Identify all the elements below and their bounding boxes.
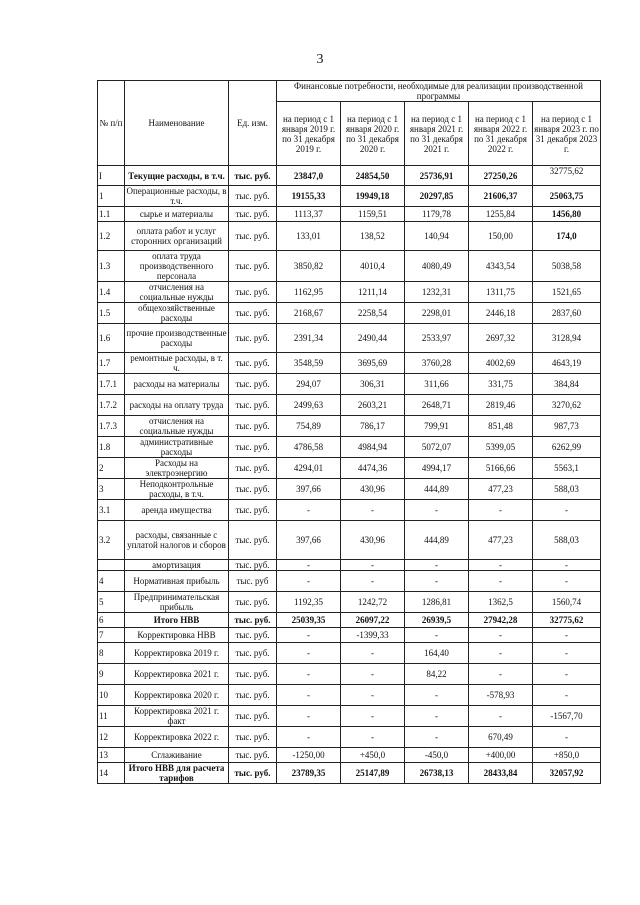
row-num: I xyxy=(98,166,125,186)
row-value: 5038,58 xyxy=(533,251,601,282)
row-value: 670,49 xyxy=(469,727,533,748)
row-value: 20297,85 xyxy=(405,186,469,207)
row-value: 23789,35 xyxy=(277,763,341,784)
row-value: 2603,21 xyxy=(341,395,405,416)
row-value: 140,94 xyxy=(405,222,469,251)
row-num: 1.3 xyxy=(98,251,125,282)
header-period: на период с 1 января 2021 г. по 31 декабря 2021 г. xyxy=(405,102,469,166)
row-value: 25736,91 xyxy=(405,166,469,186)
row-name: Текущие расходы, в т.ч. xyxy=(125,166,229,186)
row-value: 4010,4 xyxy=(341,251,405,282)
row-num xyxy=(98,560,125,571)
row-value: -1399,33 xyxy=(341,628,405,643)
row-value: 4343,54 xyxy=(469,251,533,282)
row-unit: тыс. руб. xyxy=(229,458,277,479)
row-unit: тыс. руб. xyxy=(229,282,277,303)
table-row xyxy=(98,186,601,207)
row-value: 4994,17 xyxy=(405,458,469,479)
table-row xyxy=(98,571,601,592)
row-value: 5166,66 xyxy=(469,458,533,479)
row-value: 1242,72 xyxy=(341,592,405,613)
row-name: Корректировка 2022 г. xyxy=(125,727,229,748)
row-name: расходы, связанные с уплатой налогов и сборов xyxy=(125,521,229,560)
row-value: 2391,34 xyxy=(277,324,341,353)
table-row xyxy=(98,685,601,706)
row-value: 25039,35 xyxy=(277,613,341,628)
row-num: 3.2 xyxy=(98,521,125,560)
row-value: +450,0 xyxy=(341,748,405,763)
row-value: - xyxy=(469,571,533,592)
row-num: 11 xyxy=(98,706,125,727)
row-value: 851,48 xyxy=(469,416,533,437)
row-num: 1.7.2 xyxy=(98,395,125,416)
row-unit: тыс. руб. xyxy=(229,186,277,207)
row-name: оплата труда производственного персонала xyxy=(125,251,229,282)
row-value: 3128,94 xyxy=(533,324,601,353)
row-value: - xyxy=(469,560,533,571)
row-value: 32775,62 xyxy=(533,613,601,628)
row-value: 26738,13 xyxy=(405,763,469,784)
row-num: 1 xyxy=(98,186,125,207)
row-value: -1567,70 xyxy=(533,706,601,727)
row-unit: тыс. руб. xyxy=(229,521,277,560)
row-name: Корректировка 2020 г. xyxy=(125,685,229,706)
row-value: 28433,84 xyxy=(469,763,533,784)
table-row xyxy=(98,763,601,784)
row-value: 1179,78 xyxy=(405,207,469,222)
row-value: 786,17 xyxy=(341,416,405,437)
row-value: 19949,18 xyxy=(341,186,405,207)
row-name: расходы на оплату труда xyxy=(125,395,229,416)
row-value: 799,91 xyxy=(405,416,469,437)
row-value: 26097,22 xyxy=(341,613,405,628)
row-value: - xyxy=(469,628,533,643)
row-unit: тыс. руб. xyxy=(229,643,277,664)
row-value: 2168,67 xyxy=(277,303,341,324)
row-num: 4 xyxy=(98,571,125,592)
row-value: 430,96 xyxy=(341,479,405,500)
row-value: 2819,46 xyxy=(469,395,533,416)
row-value: -578,93 xyxy=(469,685,533,706)
header-period: на период с 1 января 2022 г. по 31 декабря 2022 г. xyxy=(469,102,533,166)
row-value: 2446,18 xyxy=(469,303,533,324)
row-value: - xyxy=(277,560,341,571)
row-value: 5563,1 xyxy=(533,458,601,479)
row-value: - xyxy=(405,706,469,727)
row-value: 430,96 xyxy=(341,521,405,560)
table-row xyxy=(98,500,601,521)
row-value: 27942,28 xyxy=(469,613,533,628)
row-value: 32775,62 xyxy=(533,166,601,186)
row-value: 19155,33 xyxy=(277,186,341,207)
row-unit: тыс. руб. xyxy=(229,416,277,437)
row-value: 987,73 xyxy=(533,416,601,437)
row-value: 306,31 xyxy=(341,374,405,395)
row-value: 26939,5 xyxy=(405,613,469,628)
row-name: отчисления на социальные нужды xyxy=(125,416,229,437)
table-row xyxy=(98,395,601,416)
table-row xyxy=(98,353,601,374)
table-row xyxy=(98,706,601,727)
row-value: 1311,75 xyxy=(469,282,533,303)
row-num: 1.1 xyxy=(98,207,125,222)
row-unit: тыс. руб. xyxy=(229,324,277,353)
row-value: - xyxy=(469,664,533,685)
row-value: 477,23 xyxy=(469,521,533,560)
row-value: - xyxy=(533,560,601,571)
row-value: +850,0 xyxy=(533,748,601,763)
row-value: - xyxy=(341,727,405,748)
row-name: Корректировка НВВ xyxy=(125,628,229,643)
row-name: амортизация xyxy=(125,560,229,571)
row-name: Сглаживание xyxy=(125,748,229,763)
row-value: 1362,5 xyxy=(469,592,533,613)
table-row xyxy=(98,592,601,613)
row-num: 9 xyxy=(98,664,125,685)
row-value: 2258,54 xyxy=(341,303,405,324)
row-value: - xyxy=(405,628,469,643)
row-name: Итого НВВ для расчета тарифов xyxy=(125,763,229,784)
row-value: - xyxy=(341,560,405,571)
table-row xyxy=(98,643,601,664)
row-value: 294,07 xyxy=(277,374,341,395)
row-name: оплата работ и услуг сторонних организаций xyxy=(125,222,229,251)
row-name: Расходы на электроэнергию xyxy=(125,458,229,479)
table-row xyxy=(98,437,601,458)
row-value: +400,00 xyxy=(469,748,533,763)
row-name: Операционные расходы, в т.ч. xyxy=(126,186,227,206)
row-num: 1.2 xyxy=(98,222,125,251)
row-value: 331,75 xyxy=(469,374,533,395)
row-value: 1162,95 xyxy=(277,282,341,303)
row-value: - xyxy=(533,571,601,592)
table-row xyxy=(98,628,601,643)
row-value: 25063,75 xyxy=(533,186,601,207)
row-num: 13 xyxy=(98,748,125,763)
row-name: Предпринимательская прибыль xyxy=(125,592,229,613)
row-unit: тыс. руб. xyxy=(229,353,277,374)
row-value: - xyxy=(533,643,601,664)
table-row xyxy=(98,207,601,222)
row-unit: тыс. руб xyxy=(229,571,277,592)
row-unit: тыс. руб. xyxy=(229,166,277,186)
row-value: - xyxy=(405,685,469,706)
row-unit: тыс. руб. xyxy=(229,395,277,416)
row-name: прочие производственные расходы xyxy=(125,324,229,353)
row-value: - xyxy=(405,727,469,748)
row-value: 444,89 xyxy=(405,479,469,500)
header-unit: Ед. изм. xyxy=(229,81,277,166)
row-value: 311,66 xyxy=(405,374,469,395)
row-value: 1255,84 xyxy=(469,207,533,222)
row-value: 2499,63 xyxy=(277,395,341,416)
row-value: 164,40 xyxy=(405,643,469,664)
row-value: 384,84 xyxy=(533,374,601,395)
row-value: - xyxy=(277,727,341,748)
row-unit: тыс. руб. xyxy=(229,222,277,251)
row-name: ремонтные расходы, в т. ч. xyxy=(125,353,229,374)
row-value: - xyxy=(469,706,533,727)
row-value: 1113,37 xyxy=(277,207,341,222)
table-row xyxy=(98,251,601,282)
row-value: - xyxy=(341,500,405,521)
row-value: - xyxy=(405,560,469,571)
row-value: 754,89 xyxy=(277,416,341,437)
row-value: 1211,14 xyxy=(341,282,405,303)
row-name: Неподконтрольные расходы, в т.ч. xyxy=(125,479,229,500)
row-num: 1.8 xyxy=(98,437,125,458)
table-row xyxy=(98,374,601,395)
row-name: административные расходы xyxy=(125,437,229,458)
row-value: 3850,82 xyxy=(277,251,341,282)
row-unit: тыс. руб. xyxy=(229,207,277,222)
row-num: 12 xyxy=(98,727,125,748)
row-value: 6262,99 xyxy=(533,437,601,458)
table-row xyxy=(98,324,601,353)
table-row xyxy=(98,727,601,748)
row-unit: тыс. руб. xyxy=(229,706,277,727)
row-value: 3760,28 xyxy=(405,353,469,374)
row-value: 3270,62 xyxy=(533,395,601,416)
row-num: 1.7.1 xyxy=(98,374,125,395)
row-value: - xyxy=(341,664,405,685)
header-period: на период с 1 января 2023 г. по 31 декабря 2023 г. xyxy=(533,102,601,166)
row-value: 3695,69 xyxy=(341,353,405,374)
row-name: Корректировка 2021 г. факт xyxy=(125,706,229,727)
row-value: 84,22 xyxy=(405,664,469,685)
row-value: 2697,32 xyxy=(469,324,533,353)
row-value: 2837,60 xyxy=(533,303,601,324)
row-value: 1286,81 xyxy=(405,592,469,613)
row-name: Корректировка 2021 г. xyxy=(125,664,229,685)
row-value: - xyxy=(533,628,601,643)
row-value: 2533,97 xyxy=(405,324,469,353)
row-value: 1456,80 xyxy=(533,207,601,222)
row-value: -1250,00 xyxy=(277,748,341,763)
row-value: 3548,59 xyxy=(277,353,341,374)
row-value: - xyxy=(469,500,533,521)
header-group: Финансовые потребности, необходимые для реализации производственной программы xyxy=(277,81,601,102)
row-unit: тыс. руб. xyxy=(229,613,277,628)
header-period: на период с 1 января 2020 г. по 31 декабря 2020 г. xyxy=(341,102,405,166)
table-row xyxy=(98,613,601,628)
row-name: Корректировка 2019 г. xyxy=(125,643,229,664)
row-value: - xyxy=(277,664,341,685)
row-unit: тыс. руб. xyxy=(229,303,277,324)
row-unit: тыс. руб. xyxy=(229,374,277,395)
row-unit: тыс. руб. xyxy=(229,592,277,613)
row-value: 4984,94 xyxy=(341,437,405,458)
row-value: 21606,37 xyxy=(469,186,533,207)
row-value: - xyxy=(277,685,341,706)
row-num: 1.7 xyxy=(98,353,125,374)
row-unit: тыс. руб. xyxy=(229,251,277,282)
row-name: аренда имущества xyxy=(125,500,229,521)
row-name: расходы на материалы xyxy=(125,374,229,395)
row-value: 25147,89 xyxy=(341,763,405,784)
table-row xyxy=(98,521,601,560)
row-value: 4474,36 xyxy=(341,458,405,479)
row-value: - xyxy=(341,685,405,706)
row-name: отчисления на социальные нужды xyxy=(125,282,229,303)
row-value: - xyxy=(533,685,601,706)
row-num: 7 xyxy=(98,628,125,643)
row-unit: тыс. руб. xyxy=(229,727,277,748)
row-value: - xyxy=(341,706,405,727)
row-value: -450,0 xyxy=(405,748,469,763)
row-num: 2 xyxy=(98,458,125,479)
row-value: - xyxy=(533,727,601,748)
row-num: 8 xyxy=(98,643,125,664)
row-value: 4294,01 xyxy=(277,458,341,479)
row-num: 10 xyxy=(98,685,125,706)
row-value: 2298,01 xyxy=(405,303,469,324)
row-value: 27250,26 xyxy=(469,166,533,186)
row-value: 477,23 xyxy=(469,479,533,500)
header-num: № п/п xyxy=(98,81,125,166)
row-value: 150,00 xyxy=(469,222,533,251)
row-num: 6 xyxy=(98,613,125,628)
row-value: - xyxy=(341,643,405,664)
row-unit: тыс. руб. xyxy=(229,685,277,706)
row-value: 4080,49 xyxy=(405,251,469,282)
row-value: - xyxy=(533,500,601,521)
table-row xyxy=(98,222,601,251)
row-value: 133,01 xyxy=(277,222,341,251)
row-value: 444,89 xyxy=(405,521,469,560)
page-number: 3 xyxy=(316,52,324,67)
row-unit: тыс. руб. xyxy=(229,479,277,500)
row-value: 397,66 xyxy=(277,479,341,500)
row-value: - xyxy=(405,500,469,521)
row-value: - xyxy=(277,571,341,592)
row-value: - xyxy=(405,571,469,592)
row-value: - xyxy=(277,500,341,521)
row-name: сырье и материалы xyxy=(125,207,229,222)
row-value: 1232,31 xyxy=(405,282,469,303)
table-row xyxy=(98,282,601,303)
row-value: - xyxy=(277,628,341,643)
row-value: 1521,65 xyxy=(533,282,601,303)
table-row xyxy=(98,166,601,186)
row-num: 1.4 xyxy=(98,282,125,303)
row-value: 1159,51 xyxy=(341,207,405,222)
row-value: 588,03 xyxy=(533,479,601,500)
row-num: 3 xyxy=(98,479,125,500)
table-row xyxy=(98,303,601,324)
row-value: 588,03 xyxy=(533,521,601,560)
row-num: 1.6 xyxy=(98,324,125,353)
financial-needs-table xyxy=(97,80,601,784)
row-unit: тыс. руб. xyxy=(229,628,277,643)
table-row xyxy=(98,416,601,437)
row-value: 4786,58 xyxy=(277,437,341,458)
header-name: Наименование xyxy=(125,81,229,166)
row-value: 1560,74 xyxy=(533,592,601,613)
row-unit: тыс. руб. xyxy=(229,763,277,784)
row-unit: тыс. руб. xyxy=(229,664,277,685)
row-value: 138,52 xyxy=(341,222,405,251)
row-num: 14 xyxy=(98,763,125,784)
row-value: 1192,35 xyxy=(277,592,341,613)
row-value: 5399,05 xyxy=(469,437,533,458)
table-row xyxy=(98,479,601,500)
row-unit: тыс. руб. xyxy=(229,748,277,763)
row-value: - xyxy=(341,571,405,592)
row-value: - xyxy=(469,643,533,664)
row-num: 1.5 xyxy=(98,303,125,324)
table-row xyxy=(98,560,601,571)
row-value: 2648,71 xyxy=(405,395,469,416)
row-name: Нормативная прибыль xyxy=(125,571,229,592)
header-period: на период с 1 января 2019 г. по 31 декабря 2019 г. xyxy=(277,102,341,166)
row-value: 32057,92 xyxy=(533,763,601,784)
row-num: 1.7.3 xyxy=(98,416,125,437)
row-name: общехозяйственные расходы xyxy=(125,303,229,324)
row-value: 24854,50 xyxy=(341,166,405,186)
table-row xyxy=(98,664,601,685)
row-value: 4643,19 xyxy=(533,353,601,374)
row-num: 5 xyxy=(98,592,125,613)
row-value: - xyxy=(533,664,601,685)
row-value: - xyxy=(277,706,341,727)
row-value: - xyxy=(277,643,341,664)
table-row xyxy=(98,748,601,763)
row-value: 5072,07 xyxy=(405,437,469,458)
row-unit: тыс. руб. xyxy=(229,500,277,521)
row-num: 3.1 xyxy=(98,500,125,521)
row-value: 4002,69 xyxy=(469,353,533,374)
row-unit: тыс. руб. xyxy=(229,437,277,458)
row-value: 2490,44 xyxy=(341,324,405,353)
table-row xyxy=(98,458,601,479)
row-value: 174,0 xyxy=(533,222,601,251)
row-value: 397,66 xyxy=(277,521,341,560)
row-unit: тыс. руб. xyxy=(229,560,277,571)
row-value: 23847,0 xyxy=(277,166,341,186)
row-name: Итого НВВ xyxy=(125,613,229,628)
